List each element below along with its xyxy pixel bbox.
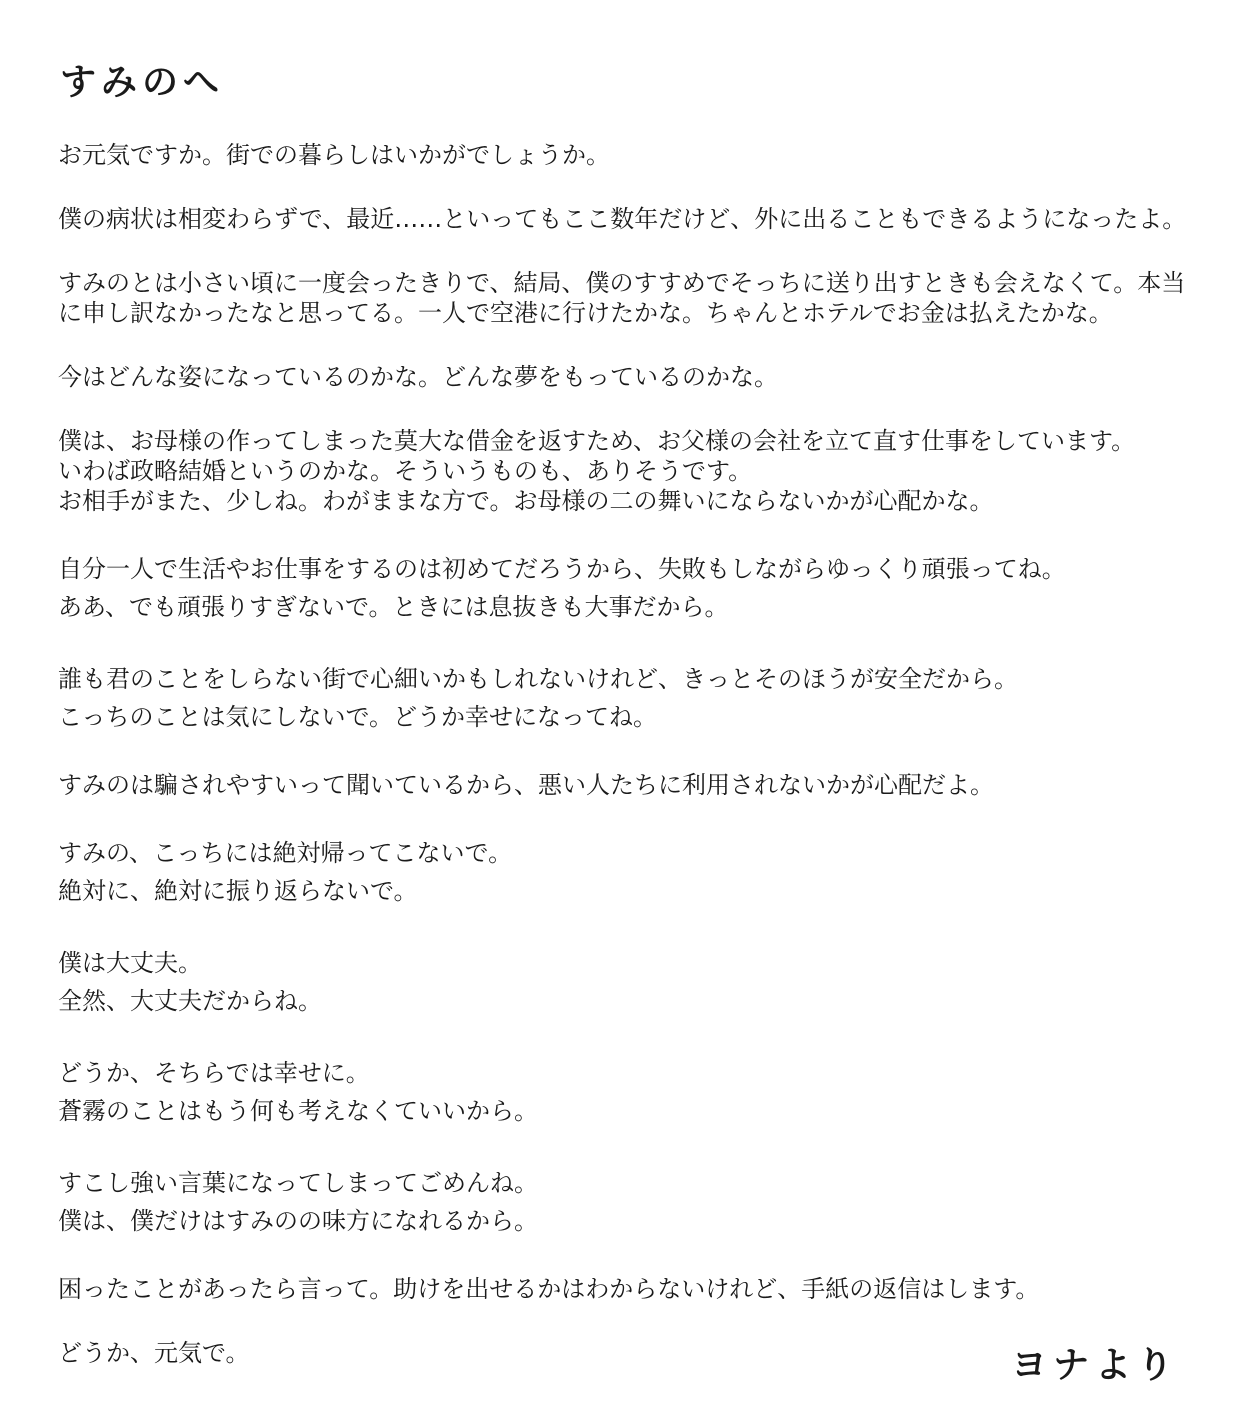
paragraph: [58, 204, 1188, 234]
paragraph-line: 誰も君のことをしらない街で心細いかもしれないけれど、きっとそのほうが安全だから。: [58, 665, 1018, 693]
paragraph-line: 今はどんな姿になっているのかな。どんな夢をもっているのかな。: [58, 363, 778, 391]
paragraph: [58, 362, 1188, 392]
paragraph-line: ああ、でも頑張りすぎないで。ときには息抜きも大事だから。: [58, 593, 729, 621]
paragraph-line: 僕は、お母様の作ってしまった莫大な借金を返すため、お父様の会社を立て直す仕事をしています。: [58, 427, 1136, 455]
paragraph-line: 僕は大丈夫。: [58, 949, 202, 977]
paragraph-line: 僕は、僕だけはすみのの味方になれるから。: [58, 1207, 538, 1235]
paragraph-line: 困ったことがあったら言って。助けを出せるかはわからないけれど、手紙の返信はします。: [58, 1275, 1040, 1303]
paragraph-line: お相手がまた、少しね。わがままな方で。お母様の二の舞いにならないかが心配かな。: [58, 487, 994, 515]
paragraph-line: お元気ですか。街での暮らしはいかがでしょうか。: [58, 141, 610, 169]
paragraph: [58, 1274, 1188, 1304]
letter-salutation: すみのへ: [60, 62, 225, 103]
paragraph-line: こっちのことは気にしないで。どうか幸せになってね。: [58, 703, 658, 731]
paragraph: [58, 944, 1188, 1020]
paragraph-line: 自分一人で生活やお仕事をするのは初めてだろうから、失敗もしながらゆっくり頑張ってね。: [58, 555, 1066, 583]
paragraph: [58, 140, 1188, 170]
paragraph: [58, 426, 1188, 516]
paragraph: [58, 660, 1188, 736]
paragraph-line: 僕の病状は相変わらずで、最近……といってもここ数年だけど、外に出ることもできるようになったよ。: [58, 205, 1187, 233]
paragraph: [58, 1054, 1188, 1130]
paragraph-line: 絶対に、絶対に振り返らないで。: [58, 877, 418, 905]
paragraph-line: どうか、元気で。: [58, 1339, 250, 1367]
paragraph-line: すみのは騙されやすいって聞いているから、悪い人たちに利用されないかが心配だよ。: [58, 771, 994, 799]
paragraph-line: すこし強い言葉になってしまってごめんね。: [58, 1169, 538, 1197]
letter-body: [58, 60, 1188, 1368]
paragraph: [58, 550, 1188, 626]
paragraph-line: 蒼霧のことはもう何も考えなくていいから。: [58, 1097, 538, 1125]
letter-signature: ヨナより: [1010, 1345, 1179, 1386]
paragraph-line: すみの、こっちには絶対帰ってこないで。: [58, 839, 513, 867]
paragraph-line: 全然、大丈夫だからね。: [58, 987, 322, 1015]
paragraph: [58, 834, 1188, 910]
paragraph: [58, 770, 1188, 800]
paragraph-line: どうか、そちらでは幸せに。: [58, 1059, 370, 1087]
paragraph: [58, 1164, 1188, 1240]
paragraph-line: いわば政略結婚というのかな。そういうものも、ありそうです。: [58, 457, 753, 485]
paragraph: [58, 268, 1188, 328]
paragraph-line: すみのとは小さい頃に一度会ったきりで、結局、僕のすすめでそっちに送り出すときも会えなくて。本当に申し訳なかったなと思ってる。一人で空港に行けたかな。ちゃんとホテルでお金は払えたかな。: [58, 269, 1186, 327]
